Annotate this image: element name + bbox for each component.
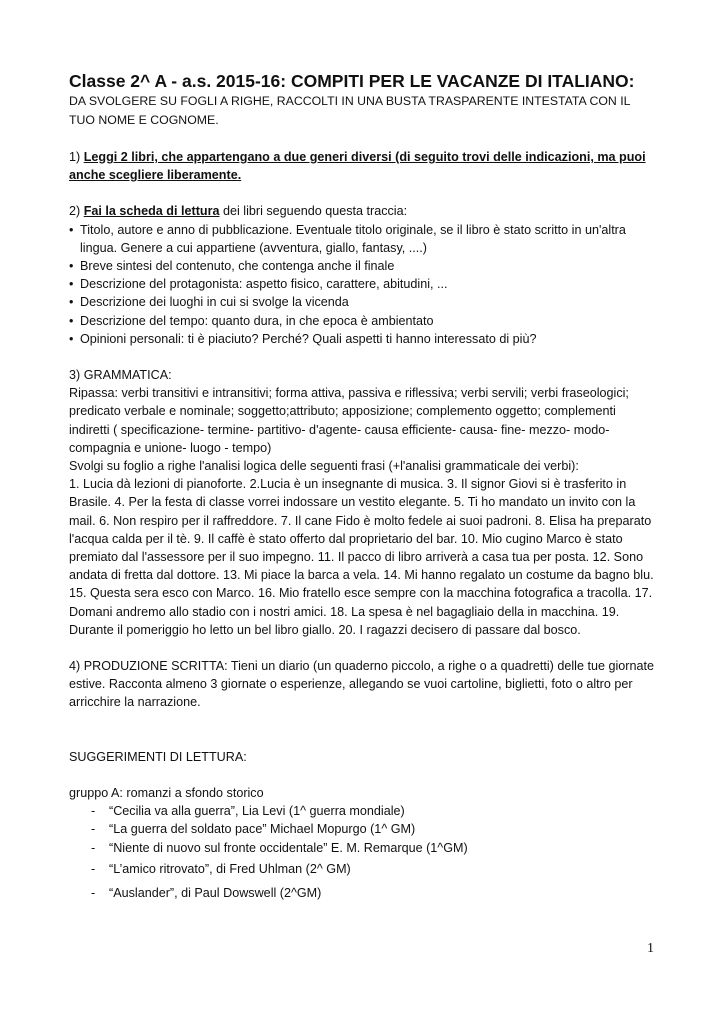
section-1 xyxy=(69,148,659,184)
section-3-heading: 3) GRAMMATICA: xyxy=(69,368,172,383)
suggestions-heading: SUGGERIMENTI DI LETTURA: xyxy=(69,749,247,764)
grammar-sentences: 1. Lucia dà lezioni di pianoforte. 2.Lucia è un insegnante di musica. 3. Il signor Giovi si è trasferito in Brasile. 4. Per la festa di classe vorrei indossare un vestito elegante. 5. Ti ho mandato un invito con la mail. 6. Non respiro per il raffreddore. 7. Il cane Fido è molto fedele ai suoi padroni. 8. Elisa ha preparato l'acqua calda per il tè. 9. Il caffè è stato offerto dal proprietario del bar. 10. Mio cugino Marco è stato premiato dal l'assessore per il suo impegno. 11. Il pacco di libro arriverà a casa tua per posta. 12. Sono andata di fretta dal dottore. 13. Mi piace la barca a vela. 14. Mi hanno regalato un costume da bagno blu. 15. Questa sera esco con Marco. 16. Mio fratello esce sempre con la macchina fotografica a tracolla. 17. Domani andremo allo stadio con i nostri amici. 18. La spesa è nel bagagliaio della in macchina. 19. Durante il pomeriggio ho letto un bel libro giallo. 20. I ragazzi decisero di passare dal bosco. xyxy=(69,477,654,637)
section-2-number: 2) xyxy=(69,204,84,219)
group-a-heading: gruppo A: romanzi a sfondo storico xyxy=(69,785,264,800)
section-2-rest: dei libri seguendo questa traccia: xyxy=(219,204,408,219)
document-title: Classe 2^ A - a.s. 2015-16: COMPITI PER LE VACANZE DI ITALIANO: xyxy=(69,71,635,91)
list-item: • Descrizione del tempo: quanto dura, in che epoca è ambientato xyxy=(69,312,659,330)
page-number: 1 xyxy=(647,941,654,956)
list-item: - “L’amico ritrovato”, di Fred Uhlman (2^ GM) xyxy=(91,857,659,881)
list-item: • Descrizione del protagonista: aspetto fisico, carattere, abitudini, ... xyxy=(69,275,659,293)
reading-card-list xyxy=(69,221,659,348)
grammar-instructions: Svolgi su foglio a righe l'analisi logica delle seguenti frasi (+l'analisi grammaticale dei verbi): xyxy=(69,459,579,474)
section-1-text: Leggi 2 libri, che appartengano a due generi diversi (di seguito trovi delle indicazioni, ma puoi anche scegliere liberamente. xyxy=(69,150,646,183)
list-item: • Titolo, autore e anno di pubblicazione. Eventuale titolo originale, se il libro è stato scritto in un'altra lingua. Genere a cui appartiene (avventura, giallo, fantasy, ....) xyxy=(69,221,659,257)
list-item: • Descrizione dei luoghi in cui si svolge la vicenda xyxy=(69,293,659,311)
list-item: - “La guerra del soldato pace” Michael Mopurgo (1^ GM) xyxy=(91,820,659,838)
document-page xyxy=(69,70,659,905)
document-subtitle: DA SVOLGERE SU FOGLI A RIGHE, RACCOLTI IN UNA BUSTA TRASPARENTE INTESTATA CON IL TUO NOME E COGNOME. xyxy=(69,94,630,127)
reading-suggestions-list xyxy=(69,802,659,905)
list-item: - “Niente di nuovo sul fronte occidentale” E. M. Remarque (1^GM) xyxy=(91,839,659,857)
list-item: - “Cecilia va alla guerra”, Lia Levi (1^ guerra mondiale) xyxy=(91,802,659,820)
section-2-lead: Fai la scheda di lettura xyxy=(83,204,220,219)
section-1-number: 1) xyxy=(69,150,84,164)
section-4: 4) PRODUZIONE SCRITTA: Tieni un diario (un quaderno piccolo, a righe o a quadretti) delle tue giornate estive. Racconta almeno 3 giornate o esperienze, allegando se vuoi cartoline, biglietti, foto o altro per arricchire la narrazione. xyxy=(69,659,654,710)
grammar-review: Ripassa: verbi transitivi e intransitivi; forma attiva, passiva e riflessiva; verbi servili; verbi fraseologici; predicato verbale e nominale; soggetto;attributo; apposizione; complemento oggetto; complementi indiretti ( specificazione- termine- partitivo- d'agente- causa efficiente- causa- fine- mezzo- modo- compagnia e unione- luogo - tempo) xyxy=(69,386,629,455)
list-item: • Opinioni personali: ti è piaciuto? Perché? Quali aspetti ti hanno interessato di più? xyxy=(69,330,659,348)
list-item: • Breve sintesi del contenuto, che contenga anche il finale xyxy=(69,257,659,275)
list-item: - “Auslander”, di Paul Dowswell (2^GM) xyxy=(91,881,659,905)
section-2-heading xyxy=(69,202,659,220)
